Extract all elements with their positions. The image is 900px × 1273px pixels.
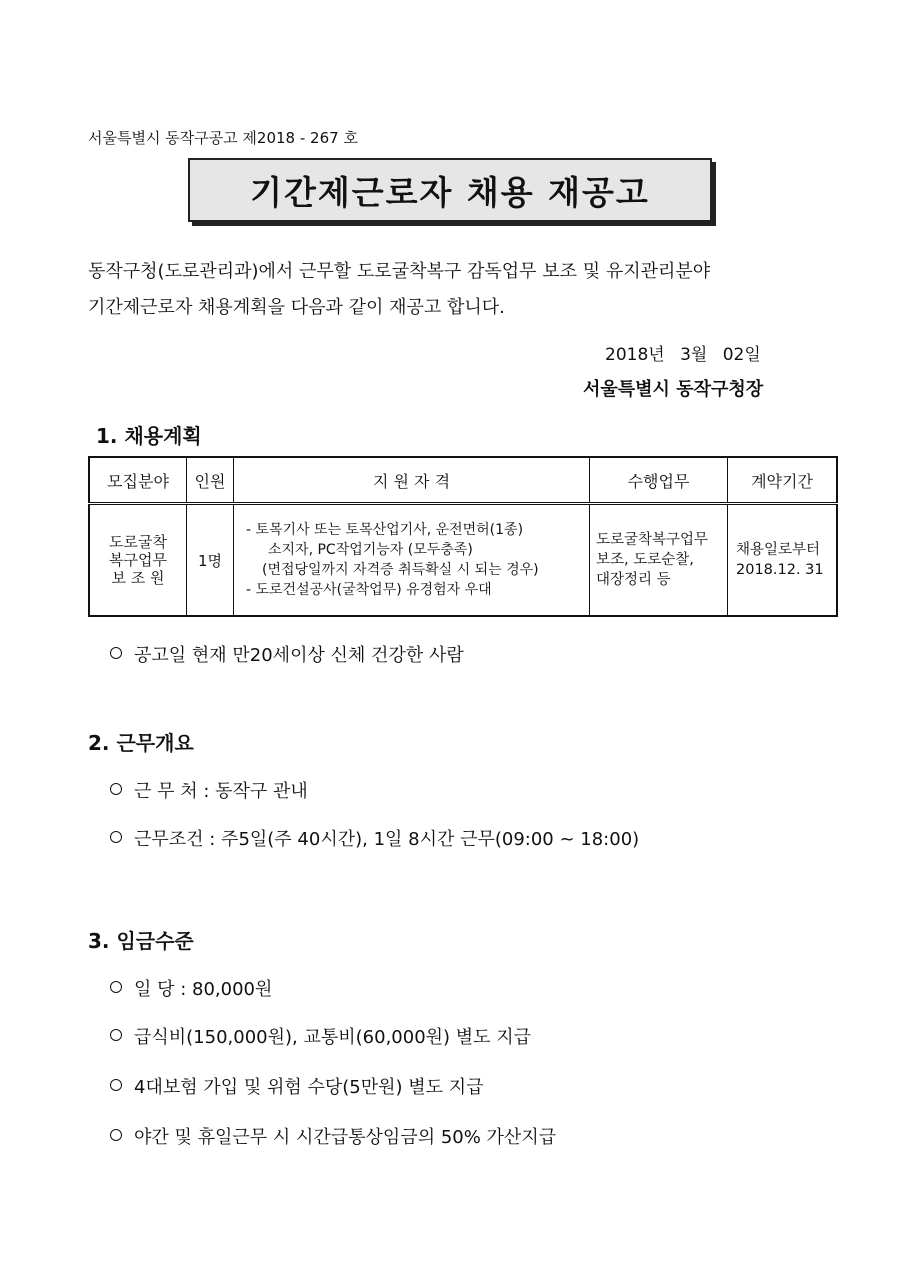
intro-line: 기간제근로자 채용계획을 다음과 같이 재공고 합니다. [88, 297, 505, 318]
circle-bullet-icon [110, 831, 122, 843]
work-item [110, 777, 308, 803]
field-line: 보 조 원 [111, 569, 165, 587]
table-header-cell: 계약기간 [728, 457, 838, 504]
title-box [188, 158, 712, 222]
work-item [110, 825, 639, 851]
qualification-line: - 토목기사 또는 토목산업기사, 운전면허(1종) [246, 522, 524, 538]
field-cell [89, 504, 187, 617]
wage-item [110, 1073, 484, 1099]
recruitment-table [88, 456, 838, 617]
term-cell [728, 504, 838, 617]
eligibility-note [110, 641, 464, 667]
doc-number: 서울특별시 동작구공고 제2018 - 267 호 [88, 129, 358, 147]
section-heading-recruitment-plan: 1. 채용계획 [96, 424, 202, 448]
circle-bullet-icon [110, 1079, 122, 1091]
table-header-cell: 수행업무 [590, 457, 728, 504]
table-header-cell: 지 원 자 격 [234, 457, 590, 504]
term-line: 2018.12. 31 [736, 562, 824, 578]
bullet-text: 급식비(150,000원), 교통비(60,000원) 별도 지급 [134, 1027, 532, 1048]
qualifications-cell [234, 504, 590, 617]
circle-bullet-icon [110, 1029, 122, 1041]
bullet-text: 근무조건 : 주5일(주 40시간), 1일 8시간 근무(09:00 ~ 18:00) [134, 829, 640, 850]
duty-line: 대장정리 등 [596, 572, 671, 588]
circle-bullet-icon [110, 783, 122, 795]
wage-item [110, 975, 272, 1001]
bullet-text: 공고일 현재 만20세이상 신체 건강한 사람 [134, 645, 464, 666]
announcement-date: 2018년 3월 02일 [605, 345, 761, 365]
wage-item [110, 1023, 531, 1049]
table-header-cell: 인원 [187, 457, 234, 504]
bullet-text: 4대보험 가입 및 위험 수당(5만원) 별도 지급 [134, 1077, 484, 1098]
table-row [89, 504, 837, 617]
qualification-line: 소지자, PC작업기능자 (모두충족) [268, 542, 473, 558]
circle-bullet-icon [110, 1129, 122, 1141]
term-line: 채용일로부터 [736, 542, 821, 558]
section-heading-work-overview: 2. 근무개요 [88, 731, 194, 755]
duty-line: 보조, 도로순찰, [596, 552, 694, 568]
bullet-text: 근 무 처 : 동작구 관내 [134, 781, 308, 802]
circle-bullet-icon [110, 981, 122, 993]
wage-item [110, 1123, 556, 1149]
section-heading-wage-level: 3. 임금수준 [88, 929, 194, 953]
table-header-cell: 모집분야 [89, 457, 187, 504]
issuer: 서울특별시 동작구청장 [583, 379, 764, 400]
table-header-row [89, 457, 837, 504]
circle-bullet-icon [110, 647, 122, 659]
page-title: 기간제근로자 채용 재공고 [250, 172, 650, 212]
qualification-line: - 도로건설공사(굴착업무) 유경험자 우대 [246, 582, 492, 598]
qualification-line: (면접당일까지 자격증 취득확실 시 되는 경우) [262, 562, 539, 578]
field-line: 복구업무 [109, 551, 167, 569]
bullet-text: 일 당 : 80,000원 [134, 979, 273, 1000]
intro-line: 동작구청(도로관리과)에서 근무할 도로굴착복구 감독업무 보조 및 유지관리분야 [88, 261, 711, 282]
bullet-text: 야간 및 휴일근무 시 시간급통상임금의 50% 가산지급 [134, 1127, 557, 1148]
duties-cell [590, 504, 728, 617]
field-line: 도로굴착 [109, 533, 167, 551]
intro-paragraph [88, 254, 848, 326]
duty-line: 도로굴착복구업무 [596, 532, 709, 548]
count-cell: 1명 [187, 504, 234, 617]
